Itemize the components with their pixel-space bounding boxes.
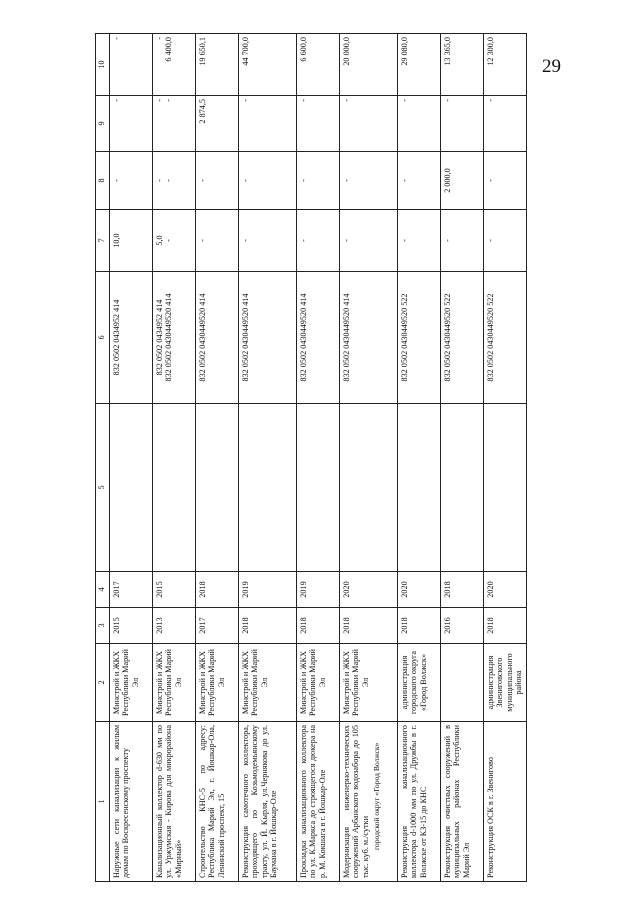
table-row bbox=[398, 34, 441, 882]
cell-col-10: 12 300,0 bbox=[484, 34, 527, 96]
cell-col-10: 29 080,0 bbox=[398, 34, 441, 96]
cell-col-2 bbox=[441, 644, 484, 722]
cell-col-7: - bbox=[340, 210, 398, 272]
table-body bbox=[110, 34, 527, 882]
cell-col-2: Минстрой и ЖКХ Республики Марий Эл bbox=[153, 644, 196, 722]
cell-col-3: 2015 bbox=[110, 608, 153, 644]
cell-col-2: администрация городского округа «Город Волжск» bbox=[398, 644, 441, 722]
cell-col-7: - bbox=[398, 210, 441, 272]
cell-col-9: - bbox=[110, 96, 153, 152]
cell-col-3: 2013 bbox=[153, 608, 196, 644]
cell-col-9: 2 874,5 bbox=[196, 96, 239, 152]
cell-col-9: - bbox=[239, 96, 297, 152]
table-row bbox=[297, 34, 340, 882]
cell-col-6: 832 0502 0434952 414 bbox=[110, 272, 153, 404]
cell-col-5 bbox=[441, 404, 484, 572]
cell-col-9: - - bbox=[153, 96, 196, 152]
cell-col-3: 2018 bbox=[239, 608, 297, 644]
cell-col-1: Реконструкция очистных сооружений в муниципальных районах Республики Марий Эл bbox=[441, 722, 484, 882]
col-header-10: 10 bbox=[96, 34, 110, 96]
cell-col-4: 2018 bbox=[441, 572, 484, 608]
table-row bbox=[110, 34, 153, 882]
cell-col-1: Реконструкция ОСК в г. Звенигово bbox=[484, 722, 527, 882]
cell-col-4: 2018 bbox=[196, 572, 239, 608]
cell-col-2: Минстрой и ЖКХ Республики Марий Эл bbox=[196, 644, 239, 722]
cell-col-1: Реконструкция канализационного коллектора d-1000 мм по ул. Дружбы в г. Волжске от КЗ-15 до КНС bbox=[398, 722, 441, 882]
works-table bbox=[95, 33, 527, 882]
cell-col-4: 2019 bbox=[297, 572, 340, 608]
table-row bbox=[484, 34, 527, 882]
cell-col-9: - bbox=[398, 96, 441, 152]
cell-col-6: 832 0502 0430449520 414 bbox=[340, 272, 398, 404]
cell-col-8: - bbox=[110, 152, 153, 210]
cell-col-8: - bbox=[340, 152, 398, 210]
col-header-6: 6 bbox=[96, 272, 110, 404]
cell-col-10: 44 700,0 bbox=[239, 34, 297, 96]
cell-col-4: 2020 bbox=[398, 572, 441, 608]
cell-col-8: - bbox=[297, 152, 340, 210]
cell-col-10: - 6 400,0 bbox=[153, 34, 196, 96]
cell-col-3: 2018 bbox=[340, 608, 398, 644]
cell-col-3: 2017 bbox=[196, 608, 239, 644]
cell-col-3: 2018 bbox=[297, 608, 340, 644]
cell-col-10: 19 650,1 bbox=[196, 34, 239, 96]
cell-col-3: 2018 bbox=[484, 608, 527, 644]
cell-col-5 bbox=[196, 404, 239, 572]
col-header-4: 4 bbox=[96, 572, 110, 608]
cell-col-8: - bbox=[239, 152, 297, 210]
cell-col-7: 10,0 bbox=[110, 210, 153, 272]
cell-col-5 bbox=[484, 404, 527, 572]
cell-col-1: Канализационный коллектор d-630 мм по ул. Уржумская - Кирова для микрорайона «Мирный» bbox=[153, 722, 196, 882]
cell-col-7: - bbox=[297, 210, 340, 272]
rotated-table-container bbox=[95, 34, 555, 882]
cell-col-5 bbox=[110, 404, 153, 572]
table-row bbox=[340, 34, 398, 882]
cell-col-4: 2015 bbox=[153, 572, 196, 608]
cell-col-5 bbox=[297, 404, 340, 572]
cell-col-8: - bbox=[196, 152, 239, 210]
cell-col-6: 832 0502 0430449520 414 bbox=[239, 272, 297, 404]
cell-col-7: 5,0 - bbox=[153, 210, 196, 272]
cell-col-5 bbox=[153, 404, 196, 572]
col-header-8: 8 bbox=[96, 152, 110, 210]
cell-col-9: - bbox=[441, 96, 484, 152]
table-row bbox=[153, 34, 196, 882]
cell-col-6: 832 0502 0430449520 522 bbox=[441, 272, 484, 404]
cell-col-6: 832 0502 0430449520 414 bbox=[297, 272, 340, 404]
col-header-9: 9 bbox=[96, 96, 110, 152]
cell-col-6: 832 0502 0430449520 522 bbox=[484, 272, 527, 404]
floating-note: городской округ «Город Волжск» bbox=[372, 742, 382, 850]
cell-col-8: - - bbox=[153, 152, 196, 210]
col-header-1: 1 bbox=[96, 722, 110, 882]
cell-col-10: - bbox=[110, 34, 153, 96]
cell-col-8: - bbox=[398, 152, 441, 210]
cell-col-8: - bbox=[484, 152, 527, 210]
header-row bbox=[96, 34, 110, 882]
cell-col-4: 2017 bbox=[110, 572, 153, 608]
cell-col-6: 832 0502 0434952 414 832 0502 0430449520 414 bbox=[153, 272, 196, 404]
col-header-2: 2 bbox=[96, 644, 110, 722]
cell-col-6: 832 0502 0430449520 414 bbox=[196, 272, 239, 404]
table-row bbox=[196, 34, 239, 882]
cell-col-9: - bbox=[297, 96, 340, 152]
cell-col-9: - bbox=[484, 96, 527, 152]
cell-col-7: - bbox=[484, 210, 527, 272]
cell-col-7: - bbox=[441, 210, 484, 272]
cell-col-2: Минстрой и ЖКХ Республики Марий Эл bbox=[340, 644, 398, 722]
cell-col-5 bbox=[340, 404, 398, 572]
cell-col-2: Минстрой и ЖКХ Республики Марий Эл bbox=[239, 644, 297, 722]
table-row bbox=[239, 34, 297, 882]
cell-col-1: Прокладка канализационного коллектора по ул. К.Маркса до строящегося дюкера на р. М. Кокшага в г. Йошкар-Оле bbox=[297, 722, 340, 882]
cell-col-3: 2018 bbox=[398, 608, 441, 644]
cell-col-7: - bbox=[239, 210, 297, 272]
cell-col-10: 6 600,0 bbox=[297, 34, 340, 96]
cell-col-7: - bbox=[196, 210, 239, 272]
cell-col-4: 2020 bbox=[484, 572, 527, 608]
cell-col-9: - bbox=[340, 96, 398, 152]
cell-col-5 bbox=[398, 404, 441, 572]
col-header-3: 3 bbox=[96, 608, 110, 644]
page-number: 29 bbox=[542, 56, 561, 77]
col-header-5: 5 bbox=[96, 404, 110, 572]
table-row bbox=[441, 34, 484, 882]
cell-col-1: Строительство КНС-5 по адресу: Республика Марий Эл, г. Йошкар-Ола, Ленинский проспект, 15 bbox=[196, 722, 239, 882]
cell-col-3: 2016 bbox=[441, 608, 484, 644]
cell-col-2: Минстрой и ЖКХ Республики Марий Эл bbox=[297, 644, 340, 722]
cell-col-10: 13 365,0 bbox=[441, 34, 484, 96]
cell-col-6: 832 0502 0430449520 522 bbox=[398, 272, 441, 404]
cell-col-1: Наружные сети канализации к жилым домам по Воскресенскому проспекту bbox=[110, 722, 153, 882]
cell-col-5 bbox=[239, 404, 297, 572]
cell-col-4: 2019 bbox=[239, 572, 297, 608]
cell-col-1: Реконструкция самотечного коллектора, проходящего по Козьмодемьянскому тракту, ул. Й. Кырля, ул.Чернякова до ул. Баумана в г. Йошкар-Оле bbox=[239, 722, 297, 882]
cell-col-2: Минстрой и ЖКХ Республики Марий Эл bbox=[110, 644, 153, 722]
col-header-7: 7 bbox=[96, 210, 110, 272]
cell-col-2: администрация Звениговского муниципального района bbox=[484, 644, 527, 722]
cell-col-8: 2 000,0 bbox=[441, 152, 484, 210]
cell-col-4: 2020 bbox=[340, 572, 398, 608]
cell-text: Модернизация инженерно-технических сооружений Арбанского водозабора до 105 тыс. куб. м./сутки bbox=[342, 725, 370, 878]
cell-col-1 bbox=[340, 722, 398, 882]
cell-col-10: 20 000,0 bbox=[340, 34, 398, 96]
